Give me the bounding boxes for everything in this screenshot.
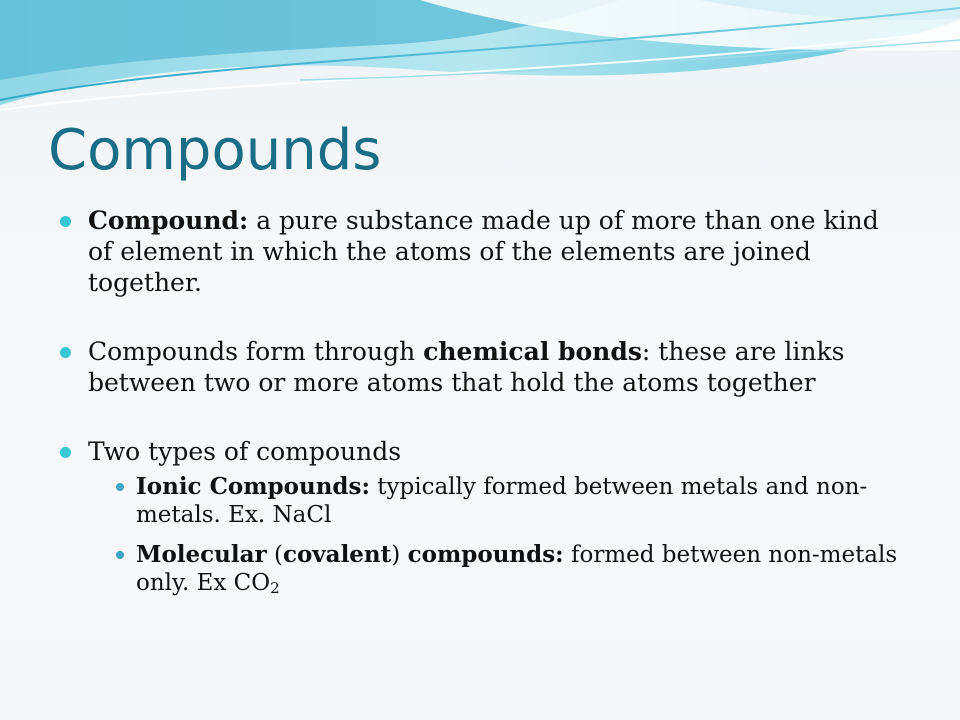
bullet-compound-definition: [60, 205, 910, 298]
chemical-bonds-text: : these are links between two or more atoms that hold the atoms together: [88, 337, 845, 397]
molecular-text: formed between non-metals only. Ex CO: [136, 542, 898, 596]
sub-bullet-list: [88, 473, 910, 602]
slide-title: Compounds: [48, 118, 382, 183]
term-chemical-bonds: chemical bonds: [423, 337, 642, 366]
sub-bullet-dot-icon: [116, 551, 124, 559]
term-ionic-compounds: Ionic Compounds:: [136, 473, 370, 500]
sub-bullet-ionic: [98, 473, 910, 529]
header-wave-decoration: [0, 0, 960, 120]
term-covalent: covalent: [282, 541, 392, 568]
bullet-dot-icon: [60, 347, 71, 358]
sub-bullet-dot-icon: [116, 483, 124, 491]
chemical-bonds-lead-text: Compounds form through: [88, 337, 424, 366]
term-compounds: compounds:: [407, 541, 564, 568]
co2-subscript: 2: [270, 579, 280, 597]
term-compound: Compound:: [88, 206, 249, 235]
bullet-dot-icon: [60, 447, 71, 458]
molecular-paren-close: ): [391, 542, 408, 568]
types-heading-text: Two types of compounds: [88, 437, 402, 466]
compound-definition-text: a pure substance made up of more than one kind of element in which the atoms of the elements are joined together.: [88, 206, 879, 297]
sub-bullet-molecular: [98, 541, 910, 602]
term-molecular: Molecular: [136, 541, 267, 568]
bullet-list: [60, 205, 910, 614]
bullet-dot-icon: [60, 216, 71, 227]
bullet-chemical-bonds: [60, 336, 910, 398]
bullet-types-of-compounds: [60, 436, 910, 602]
molecular-paren-open: (: [266, 542, 283, 568]
ionic-text: typically formed between metals and non-metals. Ex. NaCl: [136, 474, 868, 528]
